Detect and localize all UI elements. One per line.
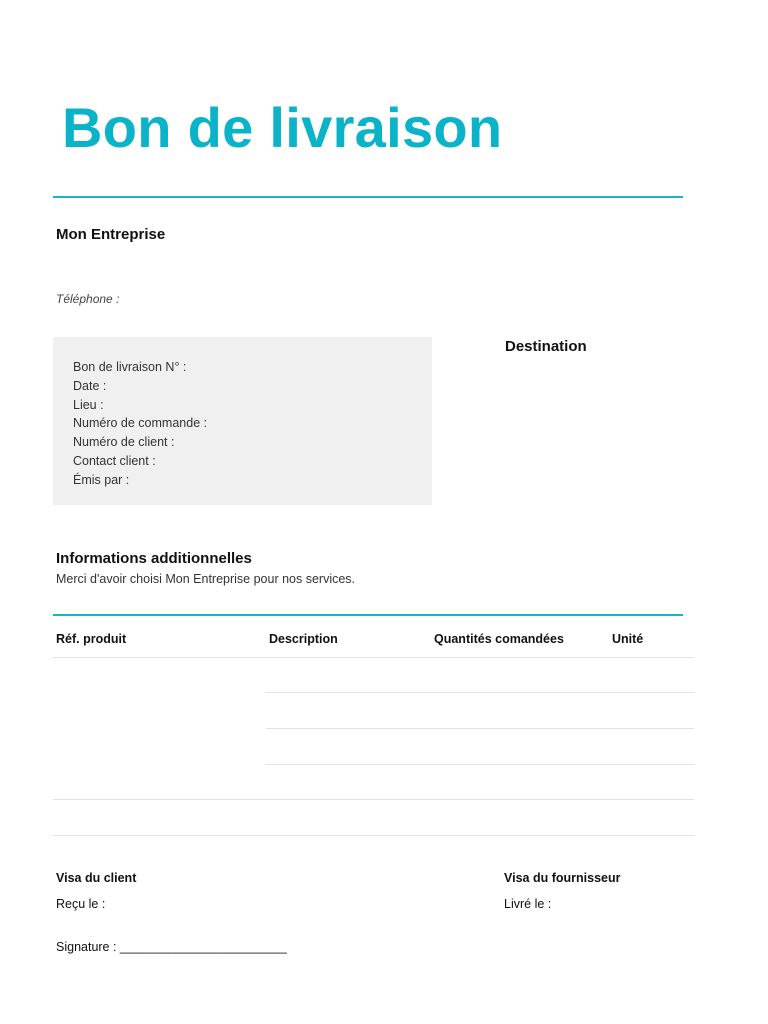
table-top-divider xyxy=(53,614,683,616)
supplier-delivered-label: Livré le : xyxy=(504,897,552,911)
delivery-info-list xyxy=(53,337,432,490)
client-received-label: Reçu le : xyxy=(56,897,106,911)
col-header-description: Description xyxy=(269,632,338,646)
delivery-info-box xyxy=(53,337,432,505)
client-signature-line: Signature : ________________________ xyxy=(56,940,287,954)
info-client-number: Numéro de client : xyxy=(73,435,175,450)
company-phone-label: Téléphone : xyxy=(56,292,120,306)
additional-info-text: Merci d'avoir choisi Mon Entreprise pour nos services. xyxy=(56,572,356,586)
table-row-line xyxy=(53,799,694,800)
col-header-ref: Réf. produit xyxy=(56,632,127,646)
table-row-line xyxy=(266,692,694,693)
info-order-number: Numéro de commande : xyxy=(73,416,208,431)
table-row-line xyxy=(266,728,694,729)
supplier-visa-heading: Visa du fournisseur xyxy=(504,871,621,885)
info-delivery-number: Bon de livraison N° : xyxy=(73,360,187,374)
client-visa-heading: Visa du client xyxy=(56,871,137,885)
info-client-contact: Contact client : xyxy=(73,453,156,468)
table-row-line xyxy=(53,835,694,836)
info-place: Lieu : xyxy=(73,397,104,412)
additional-info-heading: Informations additionnelles xyxy=(56,550,252,567)
title-divider xyxy=(53,196,683,198)
table-row-line xyxy=(53,657,694,658)
company-name: Mon Entreprise xyxy=(56,226,166,243)
col-header-quantity: Quantités comandées xyxy=(434,632,564,646)
document-title: Bon de livraison xyxy=(62,96,503,159)
table-row-line xyxy=(266,764,694,765)
destination-heading: Destination xyxy=(505,338,587,355)
col-header-unit: Unité xyxy=(612,632,644,646)
info-issued-by: Émis par : xyxy=(73,472,130,487)
info-date: Date : xyxy=(73,378,107,393)
